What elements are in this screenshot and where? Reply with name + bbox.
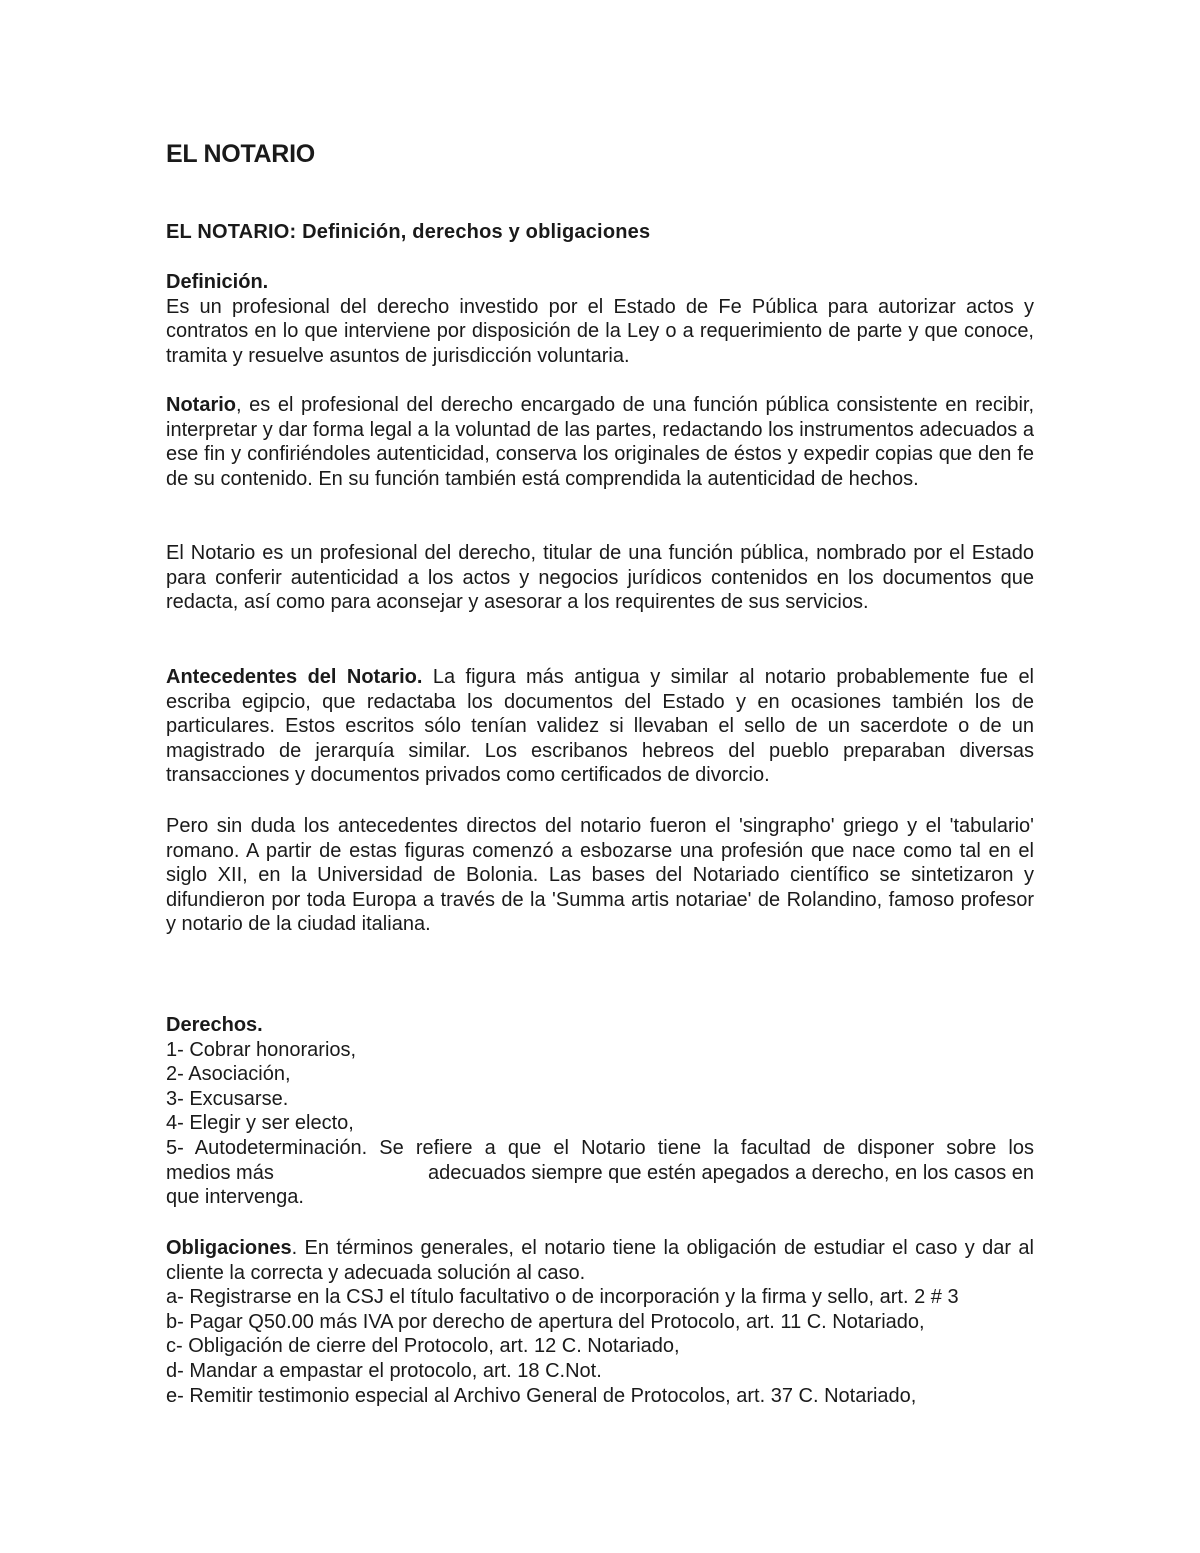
definicion-heading: Definición. [166, 271, 269, 293]
notario-paragraph-2: El Notario es un profesional del derecho, titular de una función pública, nombrado por el Estado para conferir autenticidad a los actos y negocios jurídicos contenidos en los documentos que redacta, así como para aconsejar y asesorar a los requirentes de sus servicios. [166, 542, 1034, 614]
obligaciones-item-e: e- Remitir testimonio especial al Archivo General de Protocolos, art. 37 C. Notariado, [166, 1384, 917, 1407]
derechos-item-5-line-3: que intervenga. [166, 1186, 304, 1209]
document-page [166, 138, 1035, 1407]
notario-lead: Notario [166, 394, 236, 416]
obligaciones-text: . En términos generales, el notario tiene la obligación de estudiar el caso y dar al cliente la correcta y adecuada solución al caso. [166, 1237, 1034, 1284]
definicion-section [166, 270, 1034, 368]
antecedentes-lead: Antecedentes del Notario. [166, 666, 423, 688]
derechos-item-5-line-1: 5- Autodeterminación. Se refiere a que el Notario tiene la facultad de disponer sobre los [166, 1136, 1034, 1159]
derechos-item-3: 3- Excusarse. [166, 1087, 289, 1110]
derechos-item-4: 4- Elegir y ser electo, [166, 1112, 354, 1135]
obligaciones-lead: Obligaciones [166, 1237, 292, 1259]
derechos-section [166, 1013, 1034, 1210]
definicion-text: Es un profesional del derecho investido por el Estado de Fe Pública para autorizar actos y contratos en lo que interviene por disposición de la Ley o a requerimiento de parte y que conoce, tramita y resuelve asuntos de jurisdicción voluntaria. [166, 295, 1034, 367]
obligaciones-item-d: d- Mandar a empastar el protocolo, art. 18 C.Not. [166, 1359, 602, 1382]
obligaciones-item-a: a- Registrarse en la CSJ el título facultativo o de incorporación y la firma y sello, art. 2 # 3 [166, 1286, 959, 1309]
obligaciones-item-c: c- Obligación de cierre del Protocolo, art. 12 C. Notariado, [166, 1335, 680, 1358]
derechos-item-2: 2- Asociación, [166, 1063, 291, 1086]
notario-paragraph [166, 393, 1034, 491]
document-subtitle: EL NOTARIO: Definición, derechos y obligaciones [166, 221, 651, 243]
antecedentes-paragraph [166, 665, 1034, 788]
derechos-heading: Derechos. [166, 1014, 263, 1036]
notario-text: , es el profesional del derecho encargado de una función pública consistente en recibir, interpretar y dar forma legal a la voluntad de las partes, redactando los instrumentos adecuados a ese fin y confiriéndoles autenticidad, conserva los originales de éstos y expedir copias que den fe de su contenido. En su función también está comprendida la autenticidad de hechos. [166, 394, 1034, 490]
document-title: EL NOTARIO [166, 140, 315, 168]
obligaciones-paragraph [166, 1236, 1034, 1285]
derechos-item-5-line-2 [166, 1161, 1034, 1186]
antecedentes-paragraph-2: Pero sin duda los antecedentes directos del notario fueron el 'singrapho' griego y el 'tabulario' romano. A partir de estas figuras comenzó a esbozarse una profesión que nace como tal en el siglo XII, en la Universidad de Bolonia. Las bases del Notariado científico se sintetizaron y difundieron por toda Europa a través de la 'Summa artis notariae' de Rolandino, famoso profesor y notario de la ciudad italiana. [166, 815, 1034, 936]
derechos-item-1: 1- Cobrar honorarios, [166, 1038, 357, 1061]
derechos-item-5-line-2b: adecuados siempre que estén apegados a derecho, en los casos en [428, 1161, 1034, 1184]
derechos-item-5-line-2a: medios más [166, 1161, 274, 1184]
antecedentes-text: La figura más antigua y similar al notario probablemente fue el escriba egipcio, que redactaba los documentos del Estado y en ocasiones también los de particulares. Estos escritos sólo tenían validez si llevaban el sello de un sacerdote o de un magistrado de jerarquía similar. Los escribanos hebreos del pueblo preparaban diversas transacciones y documentos privados como certificados de divorcio. [166, 666, 1035, 787]
obligaciones-item-b: b- Pagar Q50.00 más IVA por derecho de apertura del Protocolo, art. 11 C. Notariado, [166, 1310, 925, 1333]
obligaciones-section [166, 1236, 1034, 1408]
